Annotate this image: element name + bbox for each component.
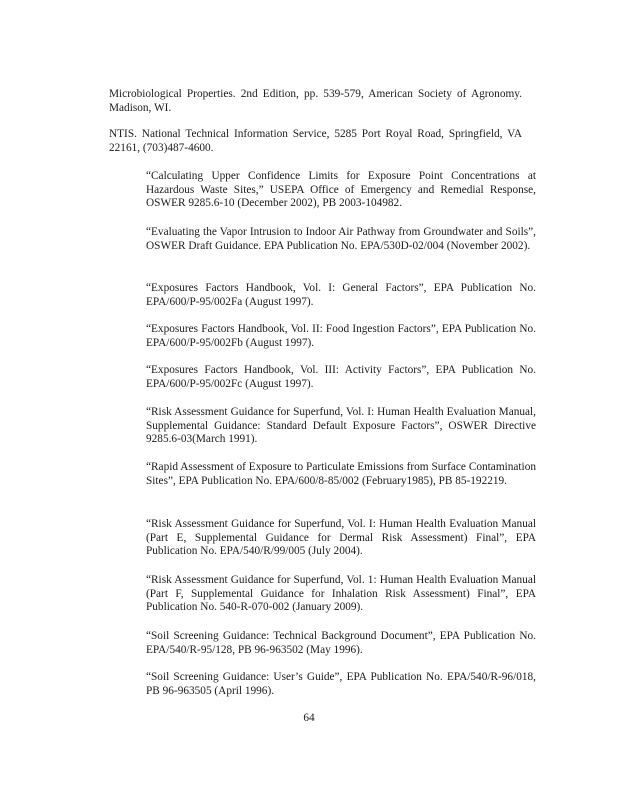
- reference-entry: “Calculating Upper Confidence Limits for Exposure Point Concentrations at Hazardous Waste Sites,” USEPA Office of Emergency and Remedial Response, OSWER 9285.6-10 (December 2002), PB 2003-104982.: [146, 170, 536, 210]
- reference-entry: “Evaluating the Vapor Intrusion to Indoor Air Pathway from Groundwater and Soils”, OSWER Draft Guidance. EPA Publication No. EPA/530D-02/004 (November 2002).: [146, 226, 536, 252]
- reference-entry: “Risk Assessment Guidance for Superfund, Vol. I: Human Health Evaluation Manual, Supplemental Guidance: Standard Default Exposure Factors”, OSWER Directive 9285.6-03(March 1991).: [146, 406, 536, 446]
- reference-entry: “Soil Screening Guidance: Technical Background Document”, EPA Publication No. EPA/540/R-95/128, PB 96-963502 (May 1996).: [146, 630, 536, 656]
- reference-entry: “Rapid Assessment of Exposure to Particulate Emissions from Surface Contamination Sites”, EPA Publication No. EPA/600/8-85/002 (February1985), PB 85-192219.: [146, 461, 536, 487]
- reference-microbiological-properties: Microbiological Properties. 2nd Edition, pp. 539-579, American Society of Agronomy. Madison, WI.: [109, 88, 522, 114]
- page-number: 64: [303, 712, 315, 724]
- reference-entry: “Soil Screening Guidance: User’s Guide”, EPA Publication No. EPA/540/R-96/018, PB 96-963505 (April 1996).: [146, 671, 536, 697]
- reference-entry: “Exposures Factors Handbook, Vol. III: Activity Factors”, EPA Publication No. EPA/600/P-95/002Fc (August 1997).: [146, 364, 536, 390]
- reference-entry: “Exposures Factors Handbook, Vol. I: General Factors”, EPA Publication No. EPA/600/P-95/002Fa (August 1997).: [146, 282, 536, 308]
- reference-entry: “Risk Assessment Guidance for Superfund, Vol. I: Human Health Evaluation Manual (Part E, Supplemental Guidance for Dermal Risk Assessment) Final”, EPA Publication No. EPA/540/R/99/005 (July 2004).: [146, 518, 536, 558]
- reference-entry: “Risk Assessment Guidance for Superfund, Vol. 1: Human Health Evaluation Manual (Part F, Supplemental Guidance for Inhalation Risk Assessment) Final”, EPA Publication No. 540-R-070-002 (January 2009).: [146, 574, 536, 614]
- reference-entry: “Exposures Factors Handbook, Vol. II: Food Ingestion Factors”, EPA Publication No. EPA/600/P-95/002Fb (August 1997).: [146, 323, 536, 349]
- reference-ntis: NTIS. National Technical Information Service, 5285 Port Royal Road, Springfield, VA 22161, (703)487-4600.: [109, 128, 522, 154]
